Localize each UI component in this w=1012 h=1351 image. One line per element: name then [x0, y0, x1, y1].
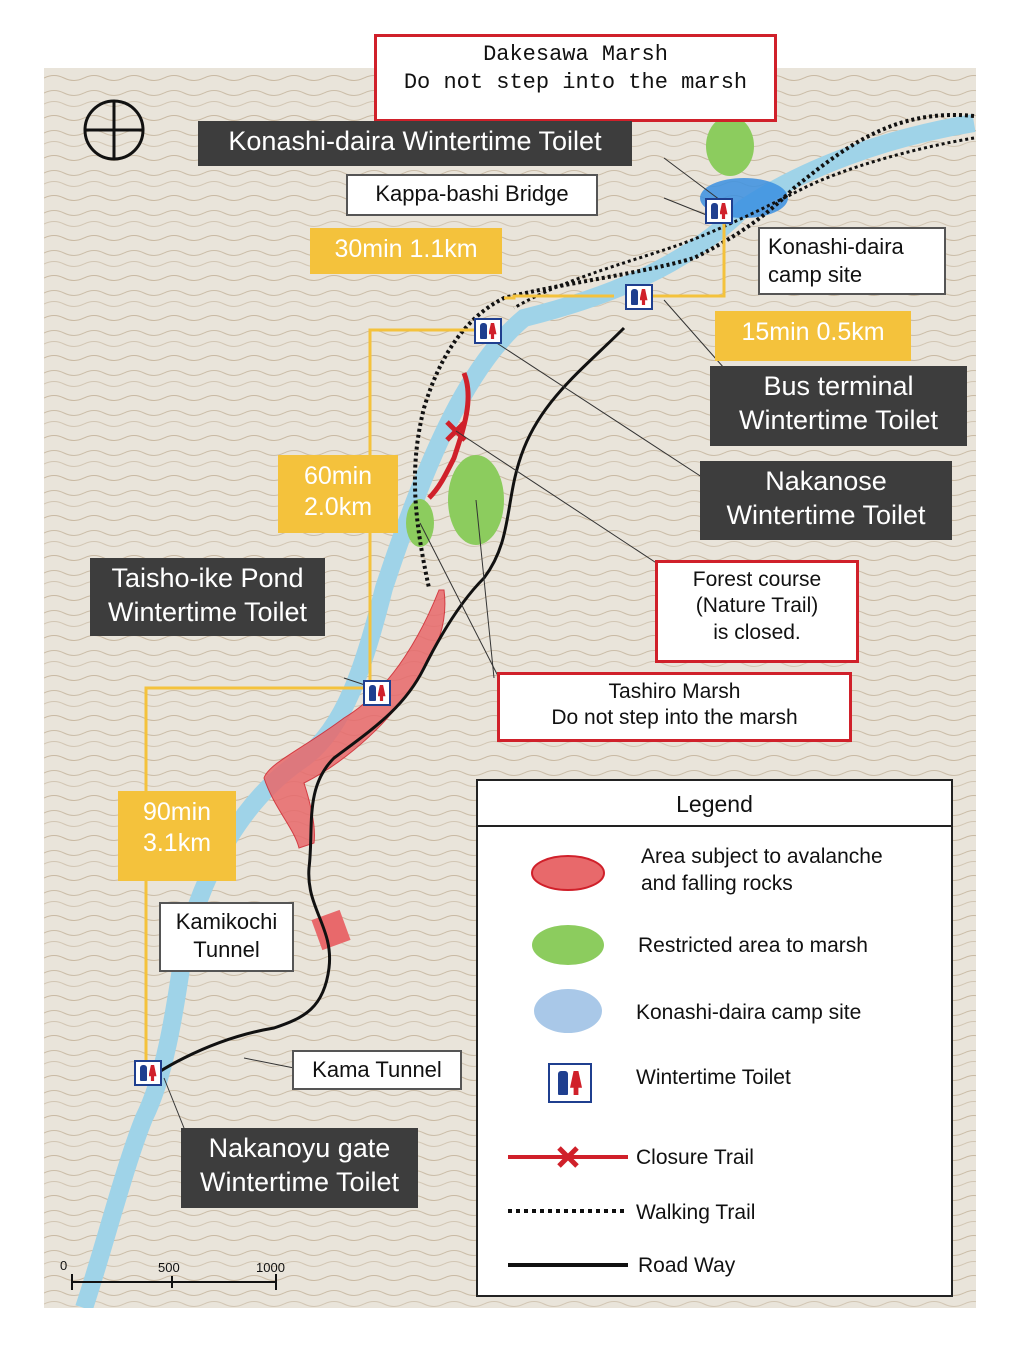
- forest-course-label: Forest course (Nature Trail) is closed.: [655, 560, 859, 663]
- man-icon: [480, 323, 487, 339]
- woman-icon: [720, 203, 728, 219]
- legend-label-marsh: Restricted area to marsh: [638, 934, 868, 957]
- dakesawa-marsh-area: [706, 116, 754, 176]
- legend-label-avalanche: Area subject to avalanche and falling rocks: [641, 845, 883, 896]
- scale-tick-1000: 1000: [256, 1260, 285, 1275]
- duration-90min: 90min 3.1km: [118, 791, 236, 881]
- kappa-bridge-label: Kappa-bashi Bridge: [346, 174, 598, 216]
- scale-tick-0: 0: [60, 1258, 68, 1273]
- konashi-camp-label: Konashi-daira camp site: [758, 227, 946, 295]
- man-icon: [369, 685, 376, 701]
- legend-swatch-camp: [534, 989, 602, 1033]
- man-icon: [631, 289, 638, 305]
- woman-icon: [489, 323, 497, 339]
- woman-icon: [640, 289, 648, 305]
- legend-label-closure: Closure Trail: [636, 1146, 754, 1169]
- nakanoyu-toilet-label: Nakanoyu gate Wintertime Toilet: [181, 1128, 418, 1208]
- legend-label-camp: Konashi-daira camp site: [636, 1001, 862, 1024]
- konashi-toilet-label: Konashi-daira Wintertime Toilet: [198, 121, 632, 166]
- duration-60min: 60min 2.0km: [278, 455, 398, 533]
- legend-label-road: Road Way: [638, 1254, 736, 1277]
- woman-icon: [149, 1065, 157, 1081]
- legend-label-toilet: Wintertime Toilet: [636, 1066, 791, 1089]
- toilet-icon[interactable]: [363, 680, 391, 706]
- duration-30min: 30min 1.1km: [310, 228, 502, 274]
- nakanose-toilet-label: Nakanose Wintertime Toilet: [700, 461, 952, 540]
- kamikochi-tunnel-label: Kamikochi Tunnel: [159, 902, 294, 972]
- scale-bar: [58, 1258, 288, 1307]
- bus-terminal-toilet-label: Bus terminal Wintertime Toilet: [710, 366, 967, 446]
- taisho-toilet-label: Taisho-ike Pond Wintertime Toilet: [90, 558, 325, 636]
- woman-icon: [378, 685, 386, 701]
- compass-icon: [82, 98, 146, 162]
- kama-tunnel-label: Kama Tunnel: [292, 1050, 462, 1090]
- toilet-icon[interactable]: [705, 198, 733, 224]
- legend: [476, 779, 953, 1297]
- legend-swatch-marsh: [532, 925, 604, 965]
- man-icon: [711, 203, 718, 219]
- dakesawa-marsh-label: Dakesawa Marsh Do not step into the marsh: [374, 34, 777, 122]
- toilet-icon[interactable]: [625, 284, 653, 310]
- duration-15min: 15min 0.5km: [715, 311, 911, 361]
- scale-tick-500: 500: [158, 1260, 180, 1275]
- tashiro-marsh-label: Tashiro Marsh Do not step into the marsh: [497, 672, 852, 742]
- toilet-icon[interactable]: [474, 318, 502, 344]
- man-icon: [558, 1071, 568, 1095]
- legend-swatch-avalanche: [532, 856, 604, 890]
- legend-title: Legend: [478, 781, 951, 827]
- man-icon: [140, 1065, 147, 1081]
- woman-icon: [570, 1071, 582, 1095]
- toilet-icon[interactable]: [134, 1060, 162, 1086]
- legend-label-walking: Walking Trail: [636, 1201, 756, 1224]
- toilet-icon: [548, 1063, 592, 1103]
